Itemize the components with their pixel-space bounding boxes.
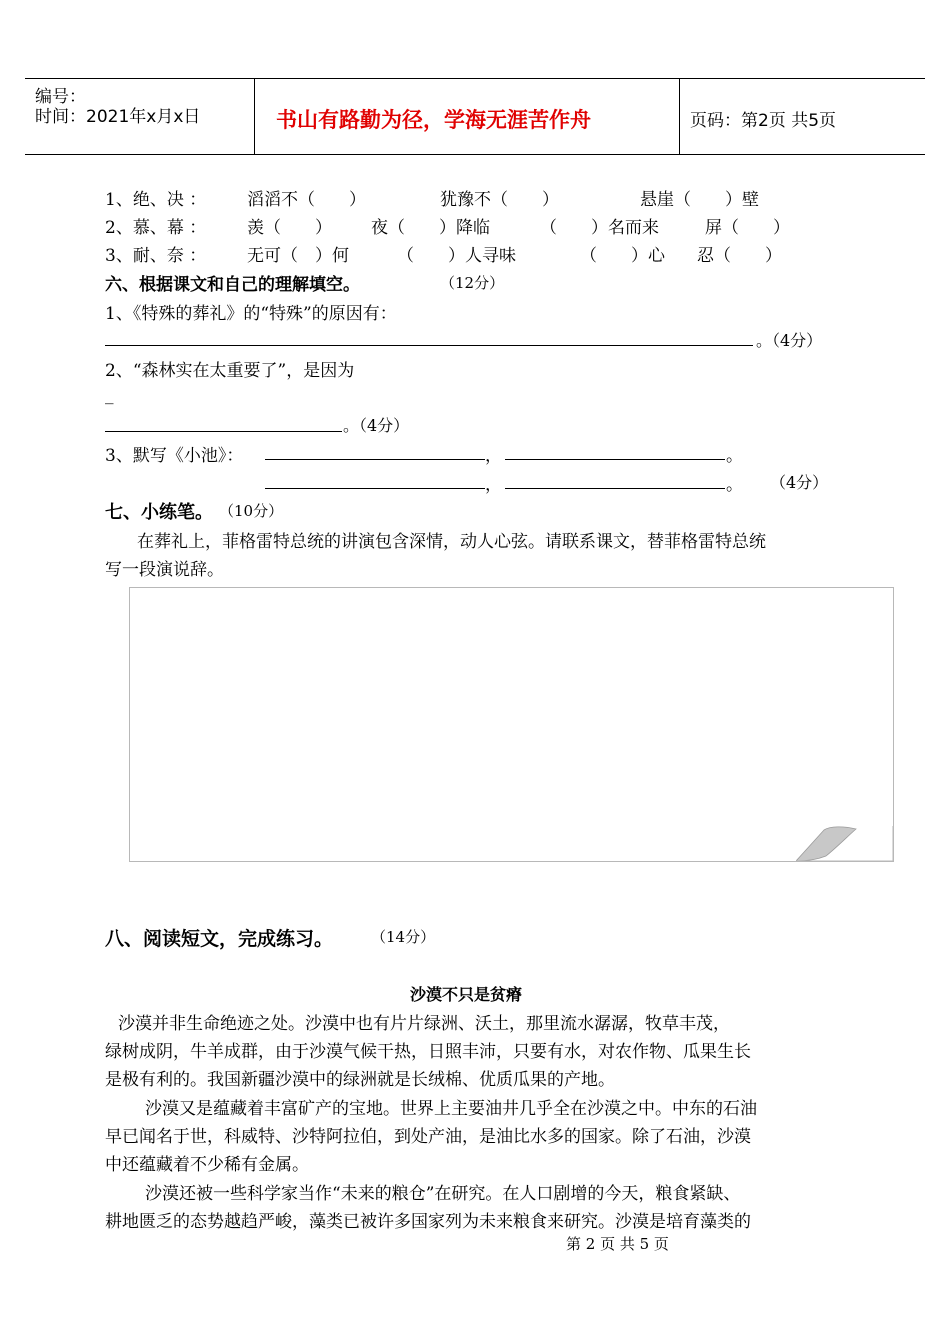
header-top-rule [25,78,925,79]
row3-num: 3、耐、奈 ： [105,246,207,266]
header-number-label: 编号： [35,87,86,107]
section6-q3-line2b[interactable] [505,488,725,489]
row2-item1: 羡（ ） [247,218,332,238]
section6-q3-period1: 。 [726,446,743,466]
section6-q2: 2、“森林实在太重要了”，是因为 [105,361,355,381]
row1-item3: 悬崖（ ）壁 [640,190,759,210]
section6-q3-period2: 。 [726,475,743,495]
section6-title: 六、根据课文和自己的理解填空。 [105,275,360,295]
header-page-info: 页码：第2页 共5页 [690,111,837,131]
section6-q2-answer-line[interactable] [105,431,342,432]
section7-prompt-line2: 写一段演说辞。 [105,560,224,580]
article-line: 耕地匮乏的态势越趋严峻，藻类已被许多国家列为未来粮食来研究。沙漠是培育藻类的 [105,1212,751,1232]
row2-item2: 夜（ ）降临 [371,218,490,238]
page-curl-icon [796,826,896,862]
footer-page-number: 第 2 页 共 5 页 [566,1235,669,1253]
header-motto: 书山有路勤为径，学海无涯苦作舟 [276,108,591,132]
row1-num: 1、绝、决 ： [105,190,207,210]
row3-item1: 无可（ ）何 [247,246,349,266]
section7-score: （10分） [219,502,284,520]
section6-q2-dash: _ [105,385,114,405]
section6-q3-comma2: ， [485,475,502,495]
section6-q3: 3、默写《小池》： [105,446,244,466]
section6-q3-comma1: ， [485,446,502,466]
article-line: 早已闻名于世，科威特、沙特阿拉伯，到处产油，是油比水多的国家。除了石油，沙漠 [105,1127,751,1147]
header-divider-left [254,78,255,154]
section6-q2-score: 。（4分） [343,416,410,435]
article-line: 沙漠又是蕴藏着丰富矿产的宝地。世界上主要油井几乎全在沙漠之中。中东的石油 [145,1099,757,1119]
article-line: 沙漠还被一些科学家当作“未来的粮仓”在研究。在人口剧增的今天，粮食紧缺、 [145,1184,741,1204]
section7-prompt-line1: 在葬礼上，菲格雷特总统的讲演包含深情，动人心弦。请联系课文，替菲格雷特总统 [137,532,766,552]
header-time-label: 时间：2021年x月x日 [35,107,201,127]
article-line: 是极有利的。我国新疆沙漠中的绿洲就是长绒棉、优质瓜果的产地。 [105,1070,615,1090]
section6-q3-line1b[interactable] [505,459,725,460]
section8-score: （14分） [371,928,436,946]
section6-q3-line2a[interactable] [265,488,485,489]
section8-title: 八、阅读短文，完成练习。 [105,928,334,950]
row2-num: 2、慕、幕 ： [105,218,207,238]
row1-item1: 滔滔不（ ） [247,190,366,210]
section6-q3-score: （4分） [770,473,829,492]
writing-box[interactable] [129,587,894,862]
section6-q1-answer-line[interactable] [105,345,753,346]
header-bottom-rule [25,154,925,155]
section7-title: 七、小练笔。 [105,502,213,523]
row3-item2: （ ）人寻味 [397,246,516,266]
section6-q1-score: 。（4分） [756,331,823,350]
article-line: 中还蕴藏着不少稀有金属。 [105,1155,309,1175]
article-title: 沙漠不只是贫瘠 [410,985,523,1004]
row3-item3: （ ）心 [580,246,665,266]
row2-item3: （ ）名而来 [540,218,659,238]
article-line: 绿树成阴，牛羊成群，由于沙漠气候干热，日照丰沛，只要有水，对农作物、瓜果生长 [105,1042,751,1062]
article-line: 沙漠并非生命绝迹之处。沙漠中也有片片绿洲、沃土，那里流水潺潺，牧草丰茂， [118,1014,730,1034]
header-divider-right [679,78,680,154]
section6-score: （12分） [440,274,505,292]
section6-q1: 1、《特殊的葬礼》的“特殊”的原因有： [105,304,397,324]
row1-item2: 犹豫不（ ） [440,190,559,210]
section6-q3-line1a[interactable] [265,459,485,460]
row3-item4: 忍（ ） [697,246,782,266]
row2-item4: 屏（ ） [705,218,790,238]
